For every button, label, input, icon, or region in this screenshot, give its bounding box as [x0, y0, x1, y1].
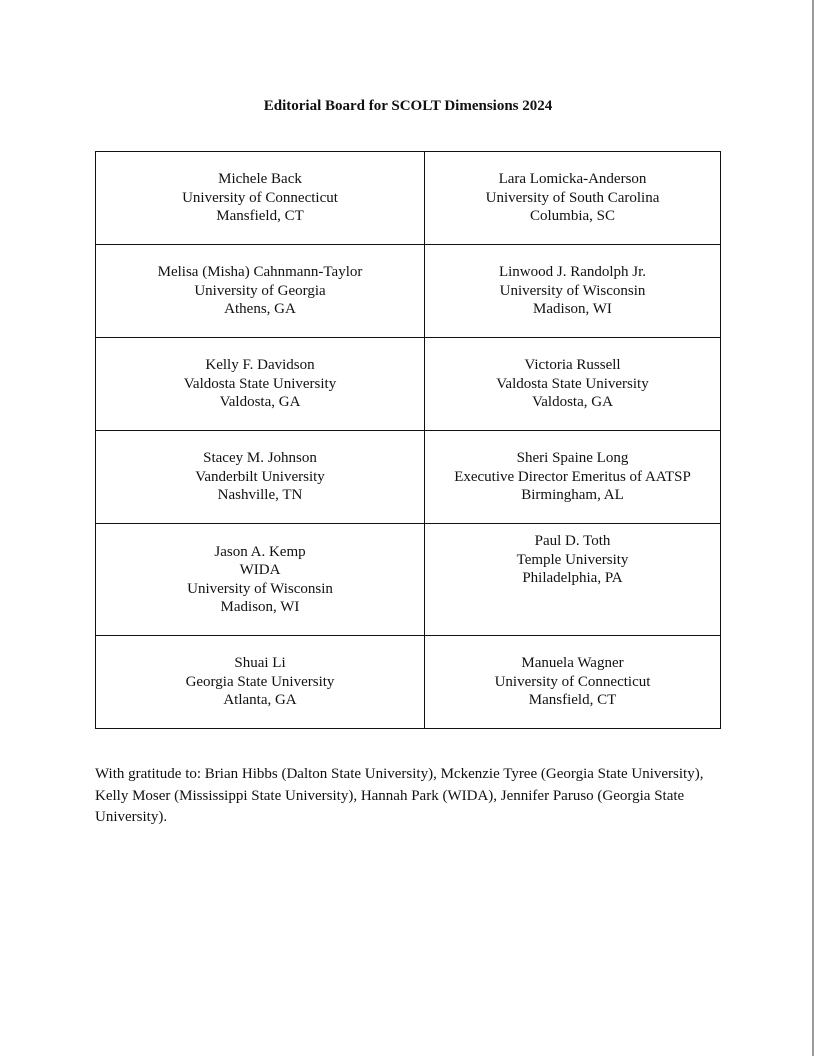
member-affiliation: University of Wisconsin [187, 580, 333, 597]
member-affiliation: Valdosta State University [496, 375, 649, 392]
member-location: Madison, WI [220, 599, 300, 615]
member-location: Columbia, SC [529, 208, 615, 225]
editorial-board-table [95, 151, 721, 729]
board-member-cell [96, 524, 425, 636]
member-location: Mansfield, CT [216, 208, 304, 225]
member-name: Michele Back [218, 171, 302, 188]
member-affiliation: Valdosta State University [183, 375, 337, 392]
member-name: Sheri Spaine Long [516, 450, 629, 467]
member-affiliation: Executive Director Emeritus of AATSP [454, 468, 691, 485]
member-location: Madison, WI [533, 301, 612, 318]
page-edge [812, 0, 814, 1056]
page-title: Editorial Board for SCOLT Dimensions 2024 [263, 98, 553, 114]
table-row [96, 524, 721, 636]
member-affiliation: University of Georgia [194, 282, 326, 299]
board-member-cell [425, 245, 721, 338]
table-row [96, 636, 721, 729]
table-row [96, 338, 721, 431]
member-name: Lara Lomicka-Anderson [498, 171, 647, 188]
member-location: Birmingham, AL [521, 487, 624, 504]
member-location: Philadelphia, PA [522, 570, 623, 586]
board-member-cell [96, 338, 425, 431]
table-row [96, 245, 721, 338]
member-name: Jason A. Kemp [214, 543, 306, 560]
board-member-cell [96, 431, 425, 524]
member-location: Mansfield, CT [528, 692, 617, 709]
board-member-cell [96, 245, 425, 338]
member-affiliation: Vanderbilt University [195, 468, 325, 485]
member-affiliation: University of South Carolina [485, 189, 660, 206]
member-location: Atlanta, GA [223, 692, 297, 709]
gratitude-paragraph: With gratitude to: Brian Hibbs (Dalton State University), Mckenzie Tyree (Georgia State University), Kelly Moser (Mississippi State University), Hannah Park (WIDA), Jennifer Paruso (Georgia State University). [95, 766, 704, 825]
member-name: Stacey M. Johnson [203, 450, 317, 467]
member-name: Victoria Russell [524, 357, 621, 374]
member-affiliation: Georgia State University [185, 673, 335, 690]
member-affiliation: WIDA [239, 562, 281, 578]
board-member-cell [425, 524, 721, 636]
member-affiliation: Temple University [516, 551, 629, 568]
board-member-cell [425, 338, 721, 431]
member-name: Manuela Wagner [521, 655, 624, 672]
member-affiliation: University of Wisconsin [499, 282, 646, 299]
member-name: Paul D. Toth [534, 533, 611, 549]
member-name: Kelly F. Davidson [205, 357, 315, 374]
board-member-cell [425, 431, 721, 524]
member-location: Athens, GA [224, 301, 296, 318]
board-member-cell [96, 636, 425, 729]
member-location: Valdosta, GA [532, 394, 613, 411]
member-location: Valdosta, GA [219, 394, 301, 411]
member-name: Linwood J. Randolph Jr. [498, 264, 647, 281]
member-name: Melisa (Misha) Cahnmann-Taylor [157, 264, 363, 281]
member-name: Shuai Li [234, 655, 286, 672]
member-affiliation: University of Connecticut [182, 189, 338, 206]
board-member-cell [425, 152, 721, 245]
member-affiliation: University of Connecticut [494, 673, 651, 690]
board-member-cell [96, 152, 425, 245]
member-location: Nashville, TN [217, 487, 303, 504]
table-row [96, 152, 721, 245]
board-member-cell [425, 636, 721, 729]
table-row [96, 431, 721, 524]
